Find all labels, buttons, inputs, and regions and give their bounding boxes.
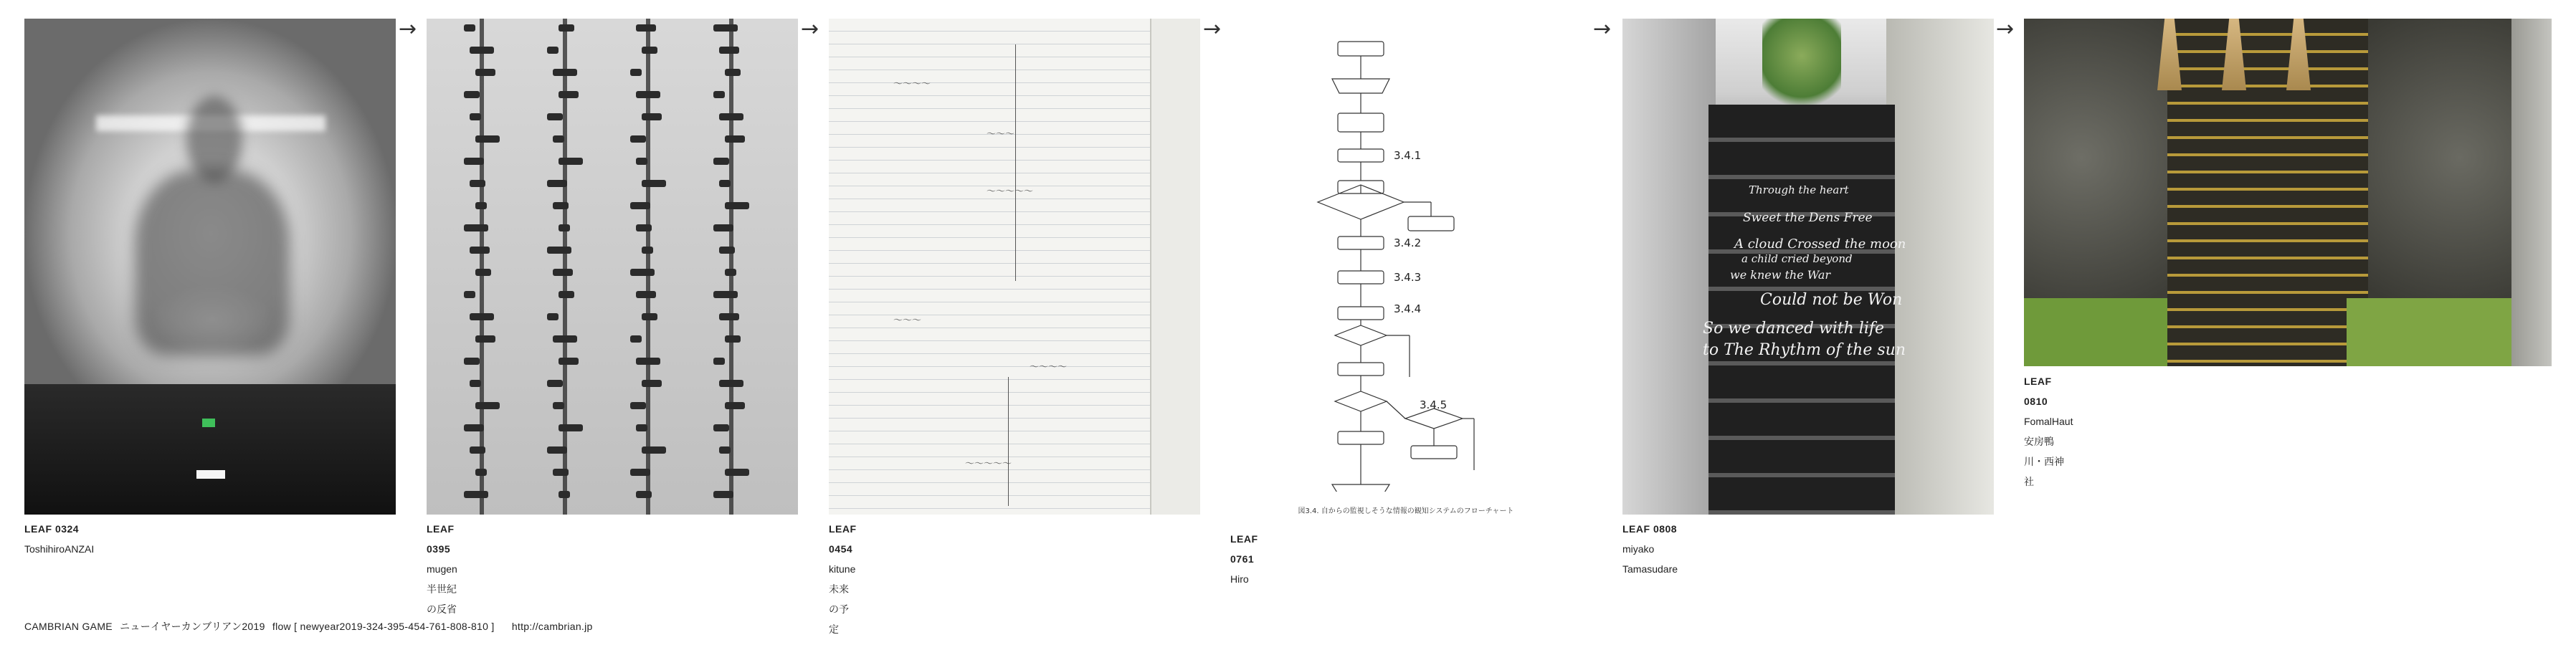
brush-stroke: [547, 313, 559, 320]
flowchart-label: 3.4.1: [1394, 149, 1422, 162]
brush-stroke: [464, 158, 484, 165]
brush-stroke: [630, 269, 655, 276]
brush-stroke: [470, 113, 481, 120]
leaf-0454-meta: [829, 519, 857, 639]
brush-stroke: [553, 402, 564, 409]
brush-stroke: [713, 291, 738, 298]
leaf-author: mugen: [427, 563, 457, 575]
brush-stroke: [630, 469, 650, 476]
brush-stroke: [470, 180, 485, 187]
brush-stroke: [713, 158, 729, 165]
brush-stroke: [636, 224, 652, 231]
brush-stroke: [470, 446, 485, 454]
brush-stroke: [559, 491, 570, 498]
leaf-0395-photo[interactable]: [427, 19, 798, 515]
stairs-writing: A cloud Crossed the moon: [1734, 236, 1906, 252]
leaf-title: 未来の予定: [829, 583, 849, 635]
brush-stroke: [475, 469, 487, 476]
brush-stroke: [713, 24, 738, 32]
flowchart-label: 3.4.3: [1394, 271, 1422, 284]
brush-stroke: [559, 158, 583, 165]
flow-line: [1008, 377, 1009, 506]
brush-stroke: [630, 69, 642, 76]
brush-stroke: [636, 24, 656, 32]
handwriting: 〜〜〜: [987, 129, 1015, 140]
footer-brand: CAMBRIAN GAME: [24, 621, 113, 632]
brush-stroke: [470, 380, 481, 387]
stairs-writing: we knew the War: [1730, 268, 1831, 282]
brush-stroke: [630, 402, 646, 409]
brush-stroke: [642, 446, 666, 454]
brush-stroke: [636, 491, 652, 498]
brush-stroke: [636, 424, 647, 431]
footer-title: ニューイヤーカンブリアン2019: [120, 621, 265, 632]
foliage: [1762, 19, 1841, 112]
handwriting: 〜〜〜〜: [1030, 362, 1068, 373]
brush-stroke: [725, 469, 749, 476]
brush-stroke: [636, 91, 660, 98]
brush-stroke: [475, 69, 495, 76]
exit-sign-icon: [202, 419, 215, 427]
brush-stroke: [725, 202, 749, 209]
brush-stroke: [553, 135, 564, 143]
brush-stroke: [547, 247, 571, 254]
brush-stroke: [553, 69, 577, 76]
leaf-author: kitune: [829, 563, 856, 575]
brush-stroke: [713, 224, 733, 231]
flowchart-caption: 図3.4. 自からの監視しそうな情報の観知システムのフローチャート: [1298, 507, 1514, 515]
brush-stroke: [559, 291, 574, 298]
left-wall: [1622, 19, 1716, 515]
brush-stroke: [470, 247, 490, 254]
flow-arrow-icon: →: [1203, 16, 1222, 42]
leaf-id: LEAF 0810: [2024, 376, 2052, 407]
flowchart-label: 3.4.5: [1420, 398, 1448, 411]
handwriting: 〜〜〜〜: [893, 79, 931, 90]
leaf-0324-photo[interactable]: [24, 19, 396, 515]
leaf-id: LEAF 0395: [427, 523, 455, 555]
leaf-id: LEAF 0761: [1230, 533, 1258, 565]
flow-arrow-icon: →: [1996, 16, 2015, 42]
corridor-floor: [24, 384, 396, 515]
leaf-0454-photo[interactable]: [829, 19, 1200, 515]
brush-stroke: [464, 291, 475, 298]
brush-stroke: [719, 47, 739, 54]
stairs-writing: Could not be Won: [1760, 291, 1903, 309]
leaf-0808-photo[interactable]: [1622, 19, 1994, 515]
brush-stroke: [719, 380, 743, 387]
right-wall: [1886, 19, 1994, 515]
brush-stroke: [719, 180, 731, 187]
shadow-body: [135, 169, 290, 355]
leaf-author: Hiro: [1230, 573, 1249, 585]
flow-arrow-icon: →: [1593, 16, 1612, 42]
brush-stroke: [719, 446, 731, 454]
brush-stroke: [464, 224, 488, 231]
stair-steps: [1708, 105, 1895, 515]
shrine-steps: [2167, 19, 2368, 366]
leaf-0761-photo[interactable]: [1302, 19, 1503, 492]
stairs-writing: to The Rhythm of the sun: [1703, 341, 1906, 359]
brush-stroke: [547, 380, 563, 387]
brush-stroke: [464, 424, 484, 431]
flowchart-diagram: [1302, 19, 1503, 492]
brush-stroke: [559, 224, 570, 231]
brush-stroke: [642, 180, 666, 187]
brush-stroke: [713, 91, 725, 98]
brush-stroke: [559, 424, 583, 431]
footer-url-link[interactable]: http://cambrian.jp: [511, 621, 593, 632]
brush-stroke: [547, 113, 563, 120]
brush-stroke: [719, 247, 735, 254]
footer: [24, 619, 597, 634]
brush-stroke: [470, 47, 494, 54]
leaf-0810-meta: [2024, 371, 2073, 492]
corridor-lamp: [196, 470, 225, 479]
brush-stroke: [725, 135, 745, 143]
brush-stroke: [642, 313, 657, 320]
stairs-writing: So we danced with life: [1703, 320, 1885, 338]
handwriting: 〜〜〜〜〜: [965, 459, 1012, 469]
brush-stroke: [475, 202, 487, 209]
brush-stroke: [464, 491, 488, 498]
brush-stroke: [642, 380, 662, 387]
stairs-writing: Sweet the Dens Free: [1743, 211, 1873, 225]
flowchart-label: 3.4.4: [1394, 302, 1422, 315]
brush-stroke: [553, 335, 577, 343]
brush-stroke: [636, 358, 660, 365]
brush-stroke: [475, 335, 495, 343]
leaf-0324-meta: [24, 519, 94, 559]
leaf-title: 半世紀の反省: [427, 583, 457, 615]
brush-stroke: [630, 335, 642, 343]
brush-stroke: [630, 202, 650, 209]
brush-stroke: [470, 313, 494, 320]
brush-stroke: [553, 269, 573, 276]
brush-stroke: [642, 247, 653, 254]
brush-stroke: [713, 491, 733, 498]
leaf-0761-meta: [1230, 529, 1258, 589]
stone-pillar: [2511, 19, 2552, 366]
brush-stroke: [725, 69, 741, 76]
brush-stroke: [636, 291, 656, 298]
brush-stroke: [475, 402, 500, 409]
brush-stroke: [559, 91, 579, 98]
footer-flow: flow [ newyear2019-324-395-454-761-808-810 ]: [272, 621, 495, 632]
handwriting: 〜〜〜〜〜: [987, 186, 1034, 197]
stairs-writing: a child cried beyond: [1741, 252, 1853, 265]
leaf-id: LEAF 0324: [24, 523, 80, 535]
brush-stroke: [713, 358, 725, 365]
brush-stroke: [725, 269, 736, 276]
leaf-author: ToshihiroANZAI: [24, 543, 95, 555]
brush-stroke: [464, 358, 480, 365]
brush-stroke: [642, 113, 662, 120]
leaf-title: 安房鴨川・西神社: [2024, 436, 2064, 487]
brush-stroke: [636, 158, 647, 165]
brush-stroke: [719, 113, 743, 120]
brush-stroke: [475, 269, 491, 276]
leaf-0395-meta: [427, 519, 457, 619]
brush-stroke: [642, 47, 657, 54]
leaf-author: FomalHaut: [2024, 416, 2073, 427]
brush-stroke: [547, 446, 567, 454]
brush-stroke: [475, 135, 500, 143]
brush-stroke: [559, 24, 574, 32]
handwriting: 〜〜〜: [893, 315, 922, 326]
leaf-author: miyako Tamasudare: [1622, 543, 1678, 575]
notebook-next-page: [1150, 19, 1200, 515]
leaf-0808-meta: [1622, 519, 1678, 579]
brush-stroke: [559, 358, 579, 365]
brush-stroke: [630, 135, 646, 143]
brush-stroke: [547, 47, 559, 54]
brush-stroke: [725, 402, 745, 409]
brush-stroke: [725, 335, 741, 343]
stairs-writing: Through the heart: [1749, 183, 1849, 196]
leaf-id: LEAF 0454: [829, 523, 857, 555]
brush-stroke: [553, 469, 569, 476]
brush-stroke: [713, 424, 729, 431]
grass-left: [2024, 298, 2167, 366]
flow-arrow-icon: →: [801, 16, 819, 42]
brush-stroke: [464, 24, 475, 32]
brush-stroke: [553, 202, 569, 209]
brush-stroke: [547, 180, 567, 187]
flow-line: [1015, 44, 1016, 281]
grass-right: [2347, 298, 2511, 366]
leaf-0810-photo[interactable]: [2024, 19, 2552, 366]
flowchart-label: 3.4.2: [1394, 236, 1422, 249]
leaf-id: LEAF 0808: [1622, 523, 1678, 535]
brush-stroke: [719, 313, 739, 320]
flow-arrow-icon: →: [399, 16, 417, 42]
brush-stroke: [464, 91, 480, 98]
